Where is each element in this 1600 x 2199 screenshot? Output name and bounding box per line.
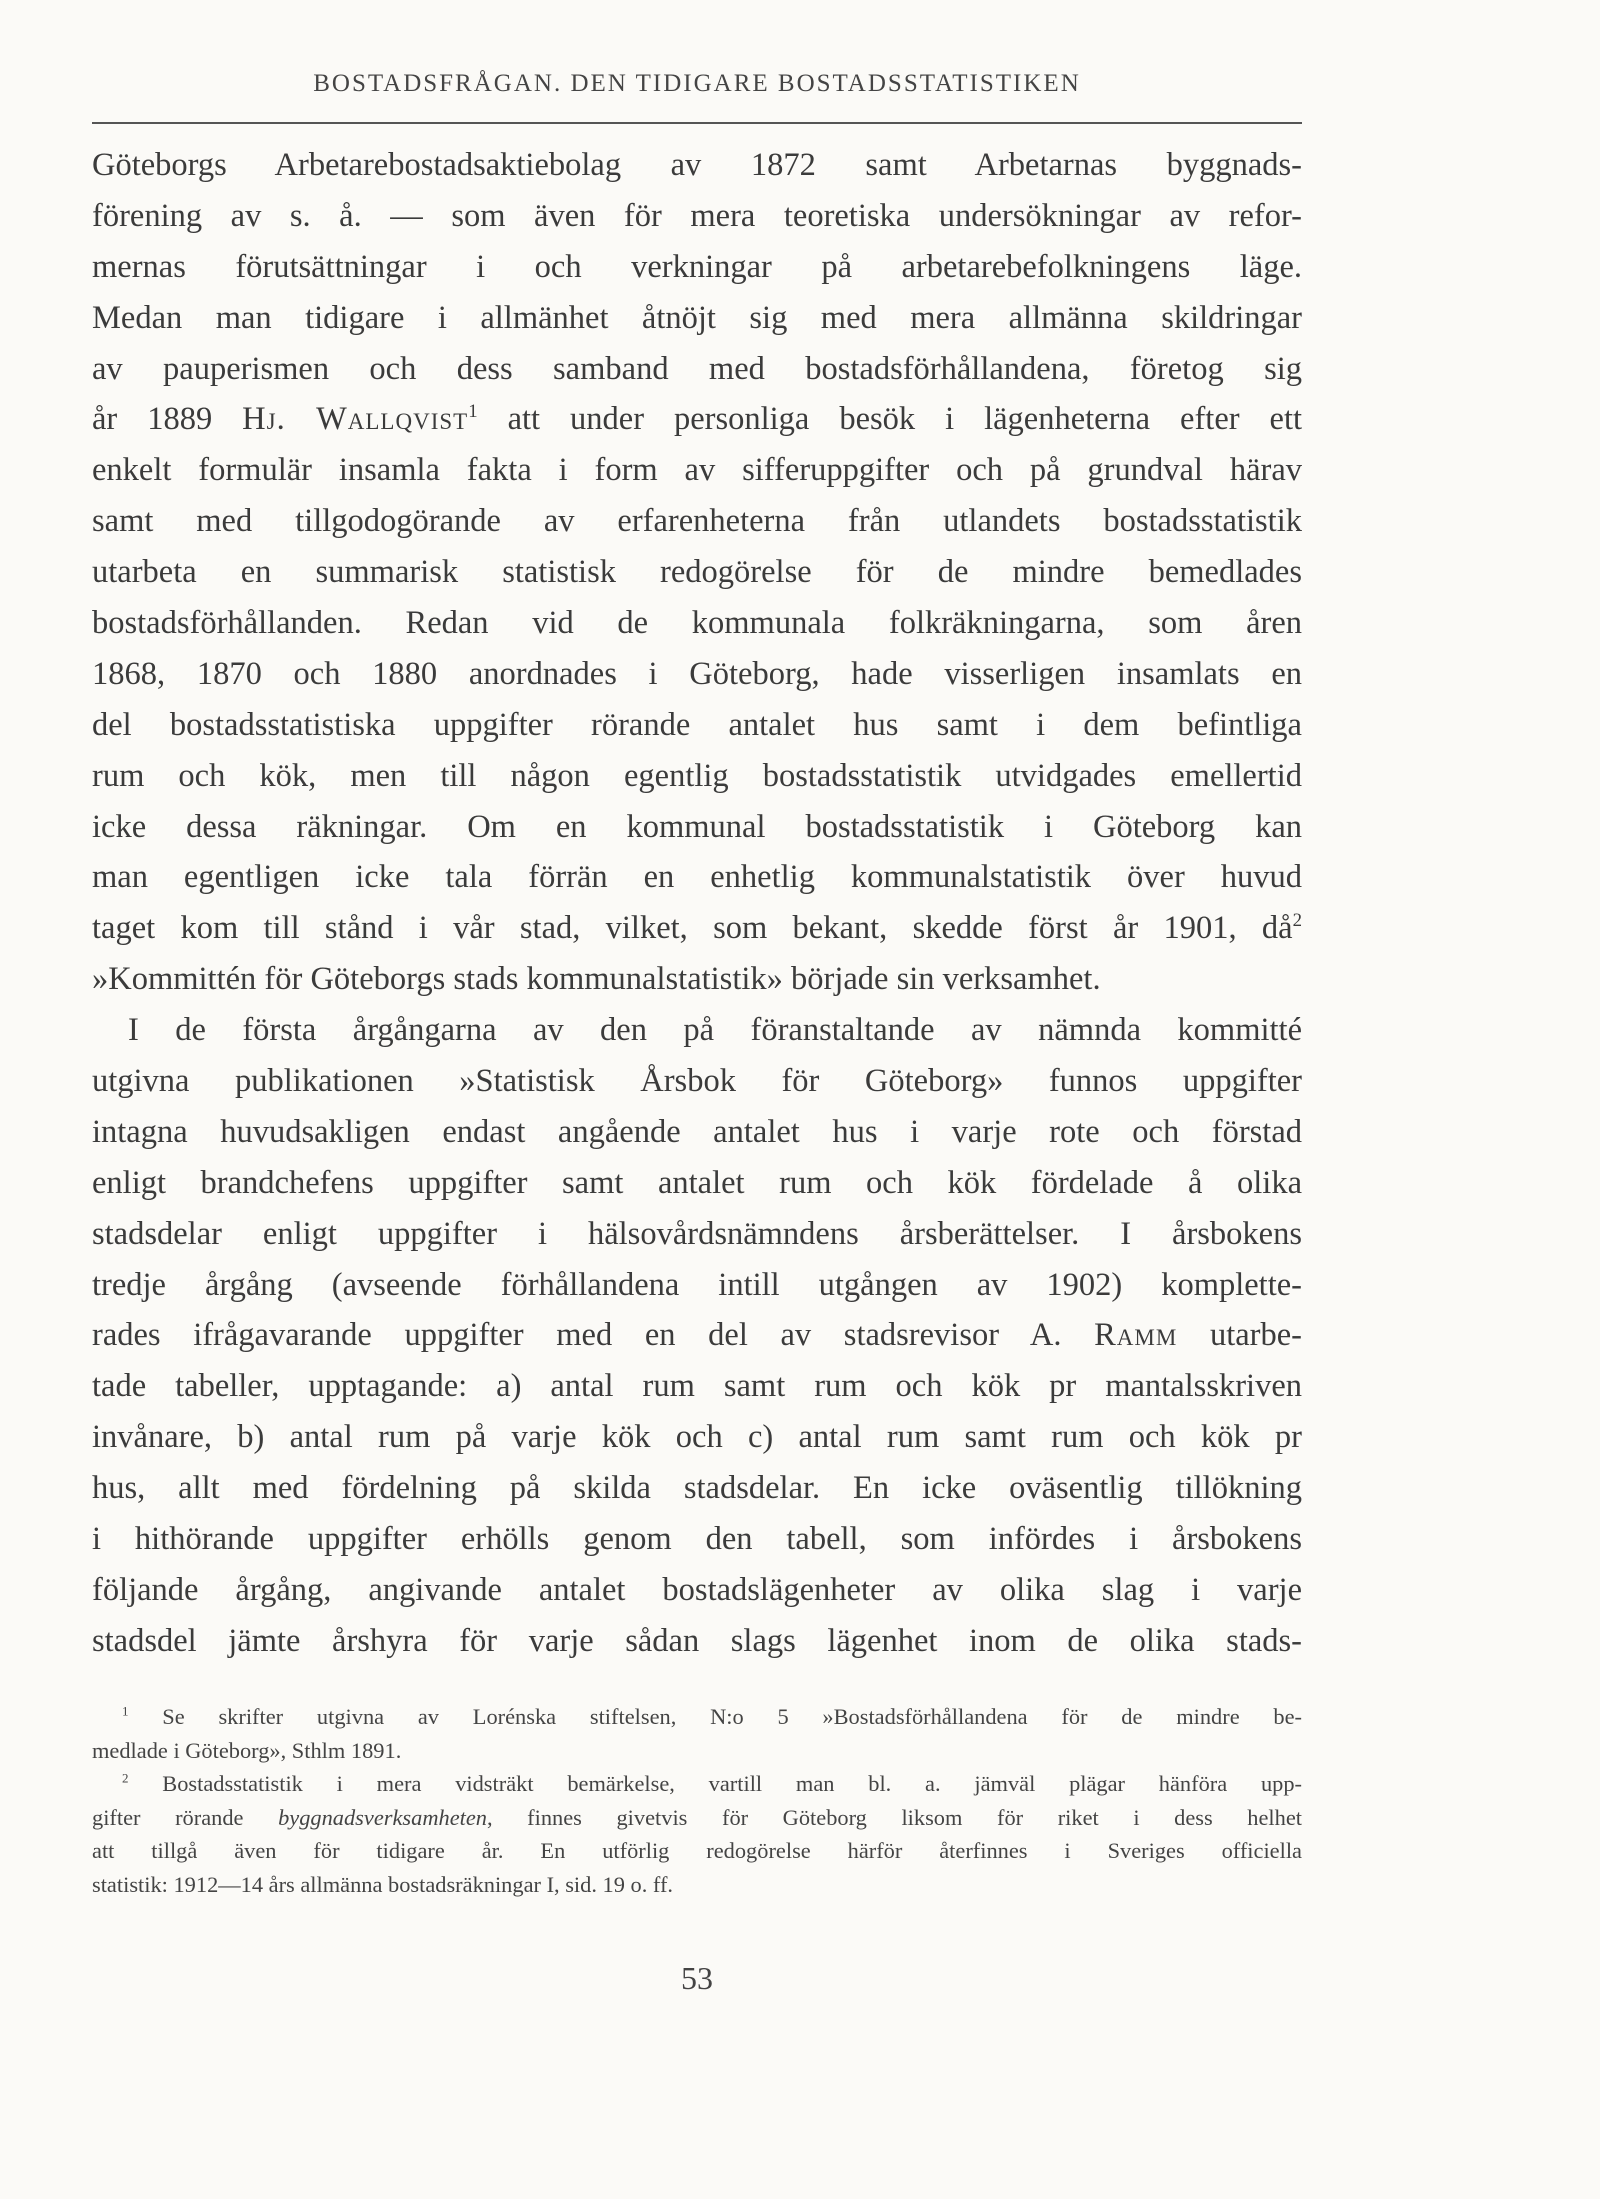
text-line: invånare, b) antal rum på varje kök och c) antal rum samt rum och kök pr xyxy=(92,1419,1302,1456)
text-line: mernas förutsättningar i och verkningar på arbetarebefolkningens läge. xyxy=(92,248,1302,285)
body-text xyxy=(92,140,1302,1667)
text-line: utgivna publikationen »Statistisk Årsbok för Göteborg» funnos uppgifter xyxy=(92,1063,1302,1100)
text-line: stadsdelar enligt uppgifter i hälsovårdsnämndens årsberättelser. I årsbokens xyxy=(92,1215,1302,1252)
text-line: bostadsförhållanden. Redan vid de kommunala folkräkningarna, som åren xyxy=(92,605,1302,642)
text-run: Se skrifter utgivna av Lorénska stiftelsen, N:o 5 »Bostadsförhållandena för de mindre be- xyxy=(162,1704,1302,1729)
text-line: följande årgång, angivande antalet bostadslägenheter av olika slag i varje xyxy=(92,1571,1302,1608)
footnote-2-line: statistik: 1912—14 års allmänna bostadsräkningar I, sid. 19 o. ff. xyxy=(92,1871,674,1897)
text-run: Bostadsstatistik i mera vidsträkt bemärkelse, vartill man bl. a. jämväl plägar hänföra upp- xyxy=(162,1771,1302,1796)
text-line: i hithörande uppgifter erhölls genom den tabell, som infördes i årsbokens xyxy=(92,1521,1302,1558)
footnote-marker: 1 xyxy=(122,1703,129,1719)
text-line: tredje årgång (avseende förhållandena intill utgången av 1902) komplette- xyxy=(92,1266,1302,1303)
text-line: hus, allt med fördelning på skilda stadsdelar. En icke oväsentlig tillökning xyxy=(92,1470,1302,1507)
text-line: icke dessa räkningar. Om en kommunal bostadsstatistik i Göteborg kan xyxy=(92,808,1302,845)
text-line: I de första årgångarna av den på föranstaltande av nämnda kommitté xyxy=(128,1012,1302,1049)
author-name: Hj. Wallqvist xyxy=(242,401,469,438)
text-line: stadsdel jämte årshyra för varje sådan slags lägenhet inom de olika stads- xyxy=(92,1622,1302,1659)
footnote-2-line: att tillgå även för tidigare år. En utförlig redogörelse härför återfinnes i Sveriges officiella xyxy=(92,1838,1302,1863)
text-run: rades ifrågavarande uppgifter med en del av stadsrevisor A. xyxy=(92,1317,1095,1354)
text-line: Göteborgs Arbetarebostadsaktiebolag av 1872 samt Arbetarnas byggnads- xyxy=(92,147,1302,183)
footnote-1-line: medlade i Göteborg», Sthlm 1891. xyxy=(92,1737,402,1763)
text-line: enkelt formulär insamla fakta i form av sifferuppgifter och på grundval härav xyxy=(92,452,1302,489)
emphasis: byggnadsverksamheten xyxy=(278,1804,487,1830)
footnote-ref: 1 xyxy=(468,401,478,423)
page-number: 53 xyxy=(681,1960,713,1996)
text-line: utarbeta en summarisk statistisk redogörelse för de mindre bemedlades xyxy=(92,554,1302,591)
text-line: förening av s. å. — som även för mera teoretiska undersökningar av refor- xyxy=(92,197,1302,234)
text-line xyxy=(92,1310,1302,1361)
text-run: utarbe- xyxy=(1177,1317,1302,1354)
header-rule xyxy=(92,122,1302,124)
text-line: rum och kök, men till någon egentlig bostadsstatistik utvidgades emellertid xyxy=(92,757,1302,794)
text-line xyxy=(92,903,1302,954)
text-run: , finnes givetvis för Göteborg liksom för riket i dess helhet xyxy=(486,1804,1302,1830)
text-line: 1868, 1870 och 1880 anordnades i Göteborg, hade visserligen insamlats en xyxy=(92,655,1302,692)
text-run: att under personliga besök i lägenheterna efter ett xyxy=(477,401,1303,438)
text-line: man egentligen icke tala förrän en enhetlig kommunalstatistik över huvud xyxy=(92,859,1302,896)
footnote-ref: 2 xyxy=(1292,910,1302,932)
footnote-1-line xyxy=(92,1700,1302,1734)
text-line: av pauperismen och dess samband med bostadsförhållandena, företog sig xyxy=(92,350,1302,387)
running-head: BOSTADSFRÅGAN. DEN TIDIGARE BOSTADSSTATISTIKEN xyxy=(313,70,1081,97)
text-line: del bostadsstatistiska uppgifter rörande antalet hus samt i dem befintliga xyxy=(92,706,1302,743)
footnote-marker: 2 xyxy=(122,1770,129,1786)
text-line xyxy=(92,394,1302,445)
text-line: Medan man tidigare i allmänhet åtnöjt sig med mera allmänna skildringar xyxy=(92,299,1302,336)
text-line: tade tabeller, upptagande: a) antal rum samt rum och kök pr mantalsskriven xyxy=(92,1368,1302,1405)
footnote-2-line xyxy=(92,1801,1302,1835)
text-run: år 1889 xyxy=(92,401,243,438)
author-name: Ramm xyxy=(1094,1317,1178,1354)
text-line: samt med tillgodogörande av erfarenheterna från utlandets bostadsstatistik xyxy=(92,503,1302,540)
text-run: gifter rörande xyxy=(92,1804,279,1830)
text-run: taget kom till stånd i vår stad, vilket, som bekant, skedde först år 1901, då xyxy=(92,910,1293,947)
text-line: »Kommittén för Göteborgs stads kommunalstatistik» började sin verksamhet. xyxy=(92,961,1101,998)
text-line: intagna huvudsakligen endast angående antalet hus i varje rote och förstad xyxy=(92,1113,1302,1150)
text-line: enligt brandchefens uppgifter samt antalet rum och kök fördelade å olika xyxy=(92,1164,1302,1201)
footnote-2-line xyxy=(92,1767,1302,1801)
footnotes xyxy=(92,1700,1302,1901)
